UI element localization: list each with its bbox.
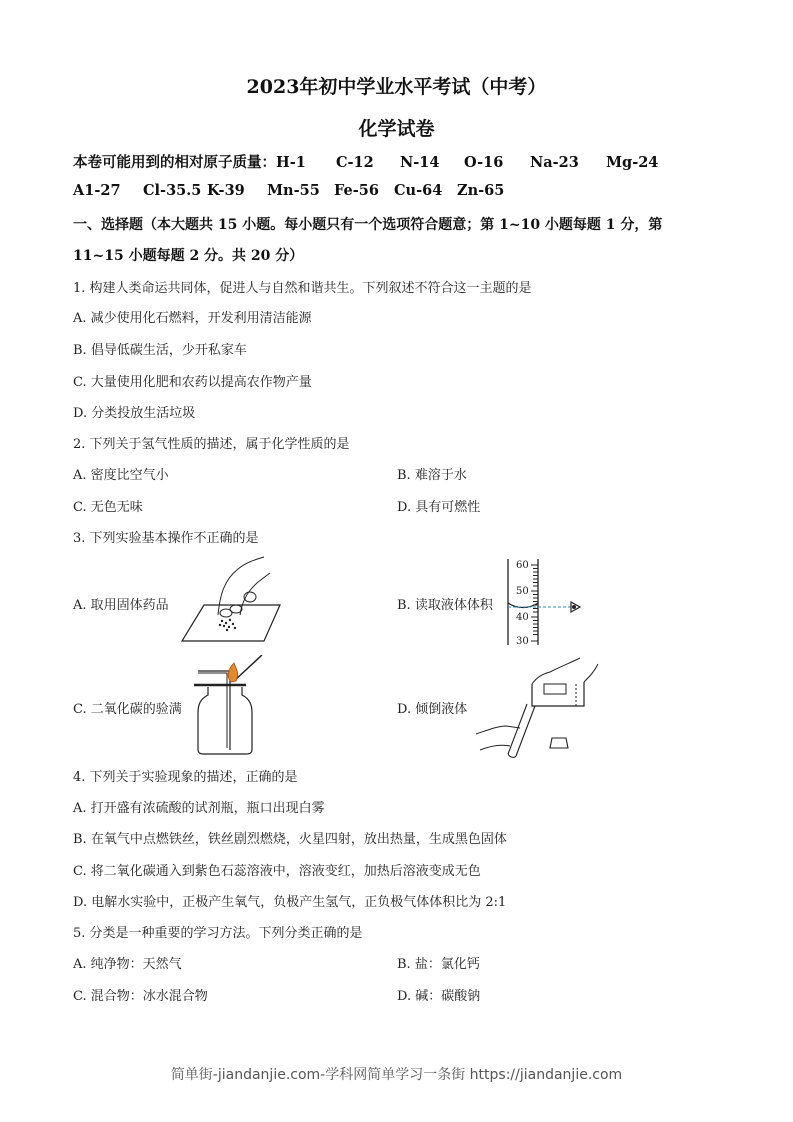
exam-subtitle: 化学试卷: [358, 118, 435, 140]
question-2-stem: 2. 下列关于氢气性质的描述，属于化学性质的是: [73, 437, 350, 452]
question-1-option-b: B. 倡导低碳生活，少开私家车: [73, 343, 247, 358]
mass-item: Fe-56: [334, 182, 379, 199]
question-2-option-b: B. 难溶于水: [397, 468, 467, 483]
question-3-option-a: A. 取用固体药品: [73, 598, 169, 613]
mass-item: C-12: [336, 154, 374, 171]
question-2-option-d: D. 具有可燃性: [397, 500, 481, 515]
question-4-option-b: B. 在氧气中点燃铁丝，铁丝剧烈燃烧，火星四射，放出热量，生成黑色固体: [73, 832, 507, 847]
graduated-cylinder-icon: [495, 553, 585, 649]
question-2-option-c: C. 无色无味: [73, 500, 143, 515]
question-3-option-b: B. 读取液体体积: [397, 598, 493, 613]
mass-item: Na-23: [530, 154, 579, 171]
atomic-masses-label: 本卷可能用到的相对原子质量：: [73, 154, 276, 171]
svg-text:40: 40: [516, 612, 529, 623]
question-3-stem: 3. 下列实验基本操作不正确的是: [73, 531, 259, 546]
mass-item: H-1: [276, 154, 306, 171]
exam-title: 2023年初中学业水平考试（中考）: [246, 76, 547, 98]
mass-item: Cl-35.5: [143, 182, 202, 199]
mass-item: Mn-55: [267, 182, 320, 199]
question-2-option-a: A. 密度比空气小: [73, 468, 169, 483]
mass-item: Zn-65: [457, 182, 505, 199]
question-5-option-d: D. 碱：碳酸钠: [397, 989, 481, 1004]
question-1-option-a: A. 减少使用化石燃料，开发利用清洁能源: [73, 311, 312, 326]
question-4-option-d: D. 电解水实验中，正极产生氧气，负极产生氢气，正负极气体体积比为 2:1: [73, 895, 507, 910]
question-5-option-a: A. 纯净物：天然气: [73, 957, 182, 972]
gas-bottle-match-icon: [190, 655, 270, 757]
svg-text:50: 50: [516, 586, 529, 597]
mass-item: Mg-24: [606, 154, 659, 171]
question-4-option-a: A. 打开盛有浓硫酸的试剂瓶，瓶口出现白雾: [73, 801, 325, 816]
atomic-masses-row1: [73, 151, 658, 172]
question-4-stem: 4. 下列关于实验现象的描述，正确的是: [73, 770, 298, 785]
question-1-option-d: D. 分类投放生活垃圾: [73, 406, 196, 421]
svg-text:60: 60: [516, 560, 529, 571]
footer-watermark: 简单街-jiandanjie.com-学科网简单学习一条街 https://jiandanjie.com: [170, 1067, 623, 1083]
atomic-masses-row2: [73, 182, 504, 199]
mass-item: N-14: [400, 154, 440, 171]
question-3-option-c: C. 二氧化碳的验满: [73, 702, 182, 717]
svg-text:30: 30: [516, 636, 529, 647]
mass-item: A1-27: [73, 182, 121, 199]
mass-item: K-39: [207, 182, 245, 199]
question-5-stem: 5. 分类是一种重要的学习方法。下列分类正确的是: [73, 926, 363, 941]
question-1-stem: 1. 构建人类命运共同体，促进人与自然和谐共生。下列叙述不符合这一主题的是: [73, 281, 532, 296]
section-heading-line2: 11~15 小题每题 2 分。共 20 分）: [73, 248, 304, 264]
question-1-option-c: C. 大量使用化肥和农药以提高农作物产量: [73, 375, 312, 390]
question-4-option-c: C. 将二氧化碳通入到紫色石蕊溶液中，溶液变红，加热后溶液变成无色: [73, 864, 481, 879]
section-heading-line1: 一、选择题（本大题共 15 小题。每小题只有一个选项符合题意；第 1~10 小题每题 1 分，第: [73, 217, 663, 233]
solid-reagent-hand-icon: [178, 555, 288, 645]
question-5-option-c: C. 混合物：冰水混合物: [73, 989, 208, 1004]
pouring-liquid-icon: [472, 654, 607, 758]
question-5-option-b: B. 盐：氯化钙: [397, 957, 480, 972]
mass-item: O-16: [464, 154, 504, 171]
question-3-option-d: D. 倾倒液体: [397, 702, 468, 717]
mass-item: Cu-64: [394, 182, 443, 199]
